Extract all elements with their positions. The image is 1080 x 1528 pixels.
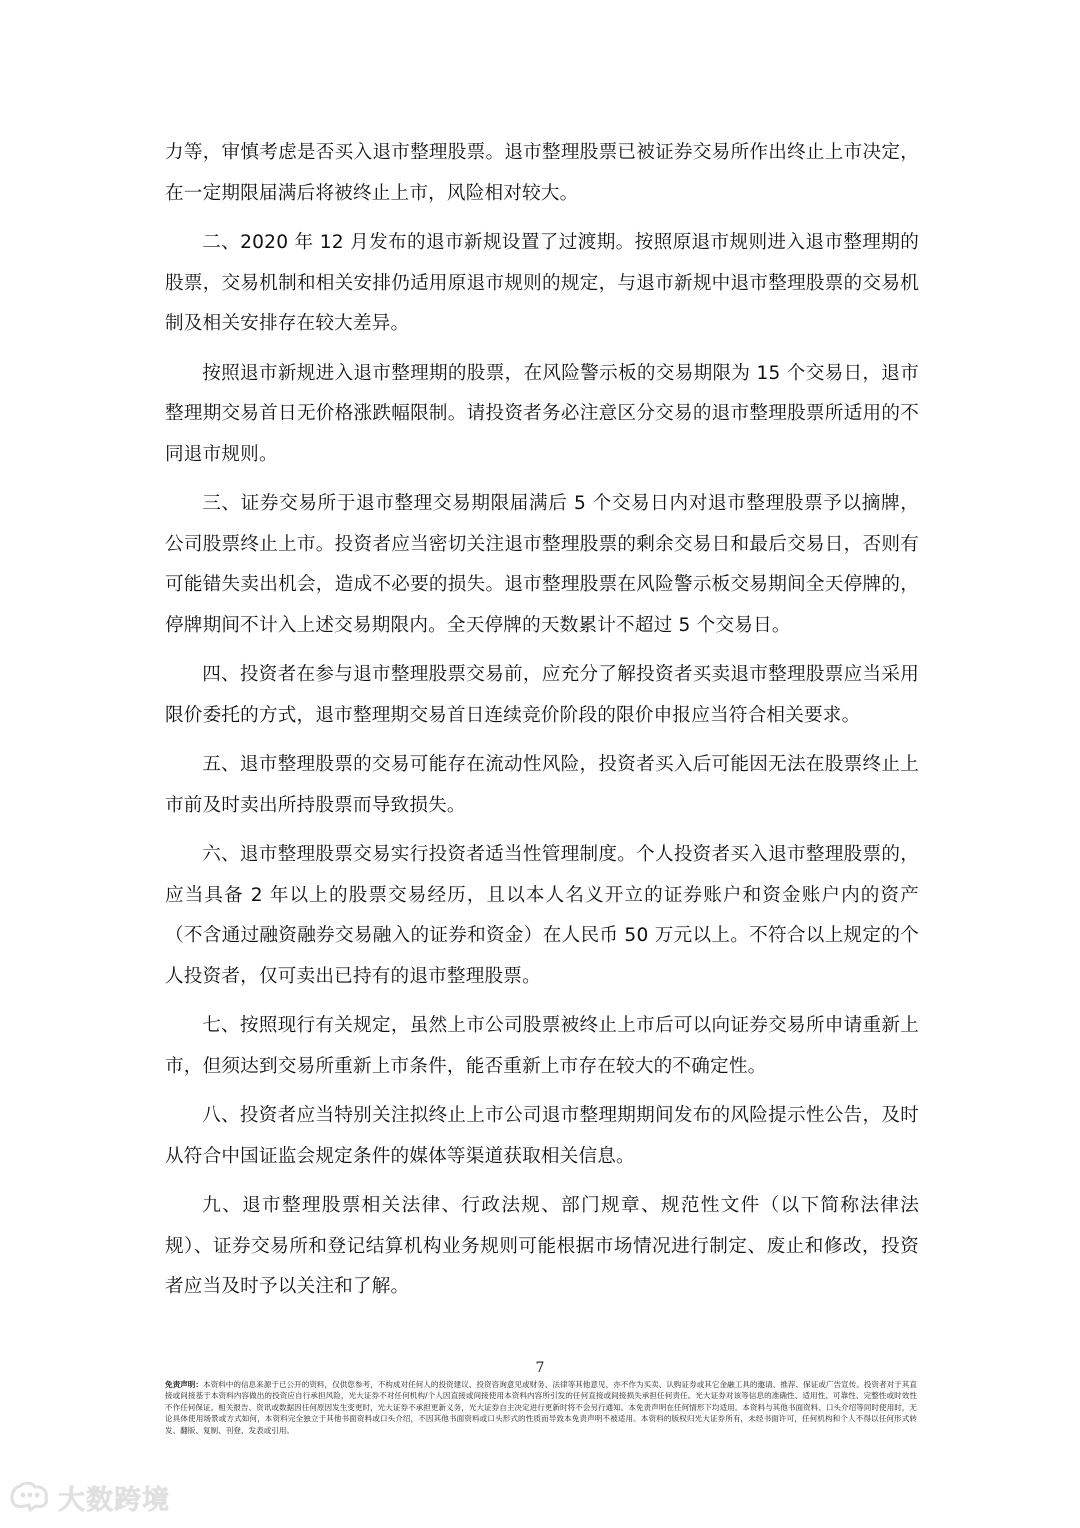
paragraph: 力等，审慎考虑是否买入退市整理股票。退市整理股票已被证券交易所作出终止上市决定，在一定期限届满后将被终止上市，风险相对较大。 <box>165 142 919 204</box>
page-number: 7 <box>535 1360 545 1376</box>
paragraph: 八、投资者应当特别关注拟终止上市公司退市整理期期间发布的风险提示性公告，及时从符合中国证监会规定条件的媒体等渠道获取相关信息。 <box>165 1105 919 1167</box>
paragraph: 四、投资者在参与退市整理股票交易前，应充分了解投资者买卖退市整理股票应当采用限价委托的方式，退市整理期交易首日连续竞价阶段的限价申报应当符合相关要求。 <box>165 664 919 726</box>
paragraph: 按照退市新规进入退市整理期的股票，在风险警示板的交易期限为 15 个交易日，退市整理期交易首日无价格涨跌幅限制。请投资者务必注意区分交易的退市整理股票所适用的不同退市规则。 <box>165 362 919 465</box>
paragraph: 三、证券交易所于退市整理交易期限届满后 5 个交易日内对退市整理股票予以摘牌，公司股票终止上市。投资者应当密切关注退市整理股票的剩余交易日和最后交易日，否则有可能错失卖出机会，造成不必要的损失。退市整理股票在风险警示板交易期间全天停牌的，停牌期间不计入上述交易期限内。全天停牌的天数累计不超过 5 个交易日。 <box>165 493 919 636</box>
disclaimer-lead: 免责声明： <box>165 1380 203 1389</box>
paragraph: 六、退市整理股票交易实行投资者适当性管理制度。个人投资者买入退市整理股票的，应当具备 2 年以上的股票交易经历，且以本人名义开立的证券账户和资金账户内的资产（不含通过融资融券交易融入的证券和资金）在人民币 50 万元以上。不符合以上规定的个人投资者，仅可卖出已持有的退市整理股票。 <box>165 844 919 987</box>
paragraph: 九、退市整理股票相关法律、行政法规、部门规章、规范性文件（以下简称法律法规）、证券交易所和登记结算机构业务规则可能根据市场情况进行制定、废止和修改，投资者应当及时予以关注和了解。 <box>165 1195 919 1297</box>
paragraph: 五、退市整理股票的交易可能存在流动性风险，投资者买入后可能因无法在股票终止上市前及时卖出所持股票而导致损失。 <box>165 754 919 816</box>
paragraph: 二、2020 年 12 月发布的退市新规设置了过渡期。按照原退市规则进入退市整理期的股票，交易机制和相关安排仍适用原退市规则的规定，与退市新规中退市整理股票的交易机制及相关安排存在较大差异。 <box>165 232 919 334</box>
disclaimer-text: 本资料中的信息来源于已公开的资料，仅供您参考，不构成对任何人的投资建议、投资咨询意见或财务、法律等其他意见，亦不作为买卖、认购证券或其它金融工具的邀请、推荐、保证或广告宣传。投资者对于其直接或间接基于本资料内容做出的投资应自行承担风险，光大证券不对任何机构/个人因直接或间接使用本资料内容所引发的任何直接或间接损失承担任何责任。光大证券对该等信息的准确性、适用性、可靠性、完整性或时效性不作任何保证。相关报告、资讯或数据因任何原因发生变更时，光大证券不承担更新义务，光大证券自主决定进行更新时将不会另行通知。本免责声明在任何情形下均适用。本资料与其他书面资料、口头介绍等同时使用时，无论具体使用场景或方式如何，本资料完全独立于其他书面资料或口头介绍，不因其他书面资料或口头形式的性质而导致本免责声明不被适用。本资料的版权归光大证券所有，未经书面许可，任何机构和个人不得以任何形式转发、翻版、复制、刊登、发表或引用。 <box>165 1380 917 1435</box>
watermark <box>8 1477 170 1517</box>
paragraph: 七、按照现行有关规定，虽然上市公司股票被终止上市后可以向证券交易所申请重新上市，但须达到交易所重新上市条件，能否重新上市存在较大的不确定性。 <box>165 1015 919 1077</box>
watermark-text: 大数跨境 <box>58 1484 170 1516</box>
document-body <box>165 133 919 1317</box>
brand-logo-icon <box>8 1478 52 1516</box>
disclaimer <box>165 1379 917 1436</box>
